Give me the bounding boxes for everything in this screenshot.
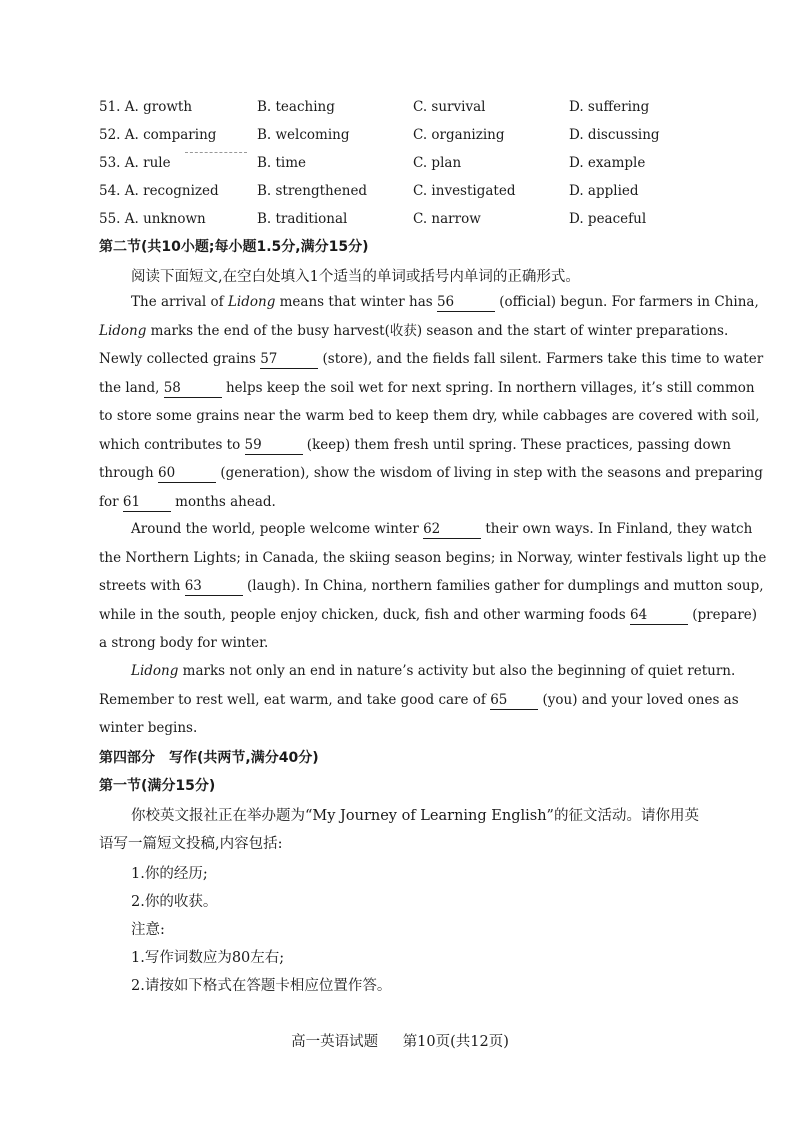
option-row-53 <box>99 149 719 177</box>
blank-57[interactable]: 57 <box>260 350 318 369</box>
options-table <box>99 93 719 233</box>
passage-line <box>99 288 759 317</box>
option-a-text: A. rule <box>124 155 171 171</box>
option-d: D. applied <box>569 183 639 199</box>
blank-64[interactable]: 64 <box>630 606 688 625</box>
text: The arrival of <box>131 294 228 310</box>
option-a <box>99 183 257 199</box>
blank-59[interactable]: 59 <box>245 436 303 455</box>
option-b: B. welcoming <box>257 127 350 143</box>
passage-paragraph-2 <box>99 515 767 658</box>
option-b: B. traditional <box>257 211 348 227</box>
text: Newly collected grains <box>99 351 261 367</box>
passage-line: winter begins. <box>99 720 198 736</box>
text: Remember to rest well, eat warm, and take good care of <box>99 691 491 708</box>
text: the land, <box>99 379 164 396</box>
italic-term: Lidong <box>99 322 147 339</box>
text: helps keep the soil wet for next spring. In northern villages, it’s still common <box>221 379 755 396</box>
passage-line <box>99 374 755 403</box>
option-d: D. suffering <box>569 99 650 115</box>
option-c: C. plan <box>413 155 462 171</box>
passage-line <box>99 601 758 630</box>
passage-line <box>99 459 763 488</box>
text: while in the south, people enjoy chicken, duck, fish and other warming foods <box>99 606 630 623</box>
page-footer <box>0 1030 800 1051</box>
blank-60[interactable]: 60 <box>158 464 216 483</box>
option-d: D. discussing <box>569 127 660 143</box>
option-b: B. time <box>257 155 307 171</box>
text: streets with <box>99 578 185 594</box>
italic-term: Lidong <box>227 294 276 310</box>
passage-line <box>99 686 739 715</box>
option-c: C. investigated <box>413 183 516 199</box>
option-a-text: A. unknown <box>124 211 206 227</box>
text: (laugh). In China, northern families gather for dumplings and mutton soup, <box>242 578 764 594</box>
italic-term: Lidong <box>131 663 179 679</box>
option-d: D. peaceful <box>569 211 647 227</box>
writing-prompt-line1: 你校英文报社正在举办题为“My Journey of Learning English”的征文活动。请你用英 <box>131 808 699 824</box>
blank-63[interactable]: 63 <box>185 577 243 596</box>
text: means that winter has <box>275 294 437 310</box>
option-row-51 <box>99 93 719 121</box>
passage-line <box>99 572 764 601</box>
passage-line <box>99 515 753 544</box>
blank-56[interactable]: 56 <box>437 293 495 312</box>
section2-instruction: 阅读下面短文,在空白处填入1个适当的单词或括号内单词的正确形式。 <box>131 269 580 285</box>
option-c: C. narrow <box>413 211 481 227</box>
passage-line <box>99 317 729 346</box>
question-number: 55. <box>99 211 121 227</box>
option-a-text: A. comparing <box>124 127 217 143</box>
text: months ahead. <box>170 493 276 510</box>
option-a-text: A. growth <box>124 99 193 115</box>
passage-line: a strong body for winter. <box>99 635 269 651</box>
passage-line: to store some grains near the warm bed to keep them dry, while cabbages are covered with soil, <box>99 408 760 424</box>
option-a <box>99 211 257 227</box>
option-row-54 <box>99 177 719 205</box>
blank-62[interactable]: 62 <box>423 520 481 539</box>
option-d: D. example <box>569 155 646 171</box>
option-c: C. organizing <box>413 127 505 143</box>
passage-line <box>99 488 704 517</box>
text: (prepare) <box>687 606 758 623</box>
scan-mark <box>185 152 247 153</box>
question-number: 51. <box>99 99 121 115</box>
option-row-52 <box>99 121 719 149</box>
blank-61[interactable]: 61 <box>123 493 171 512</box>
option-a <box>99 127 257 143</box>
option-a <box>99 99 257 115</box>
note-2: 2.请按如下格式在答题卡相应位置作答。 <box>131 978 392 994</box>
text: (you) and your loved ones as <box>538 691 739 708</box>
text: (generation), show the wisdom of living in step with the seasons and preparing <box>216 465 763 481</box>
part4-heading: 第四部分 写作(共两节,满分40分) <box>99 750 319 766</box>
blank-58[interactable]: 58 <box>164 379 222 398</box>
footer-subject: 高一英语试题 <box>291 1034 379 1050</box>
footer-page-number: 第10页(共12页) <box>402 1034 509 1050</box>
text: (store), and the fields fall silent. Farmers take this time to water <box>318 351 764 367</box>
note-label: 注意: <box>131 922 165 938</box>
writing-prompt-line2: 语写一篇短文投稿,内容包括: <box>99 836 283 852</box>
text: their own ways. In Finland, they watch <box>481 521 753 537</box>
passage-line <box>99 431 731 460</box>
text: marks the end of the busy harvest(收获) season and the start of winter preparations. <box>146 322 729 339</box>
question-number: 52. <box>99 127 121 143</box>
text: through <box>99 465 159 481</box>
option-b: B. teaching <box>257 99 335 115</box>
part4-section1-heading: 第一节(满分15分) <box>99 778 216 794</box>
section2-heading: 第二节(共10小题;每小题1.5分,满分15分) <box>99 239 369 255</box>
option-row-55 <box>99 205 719 233</box>
passage-paragraph-1 <box>99 288 764 516</box>
note-1: 1.写作词数应为80左右; <box>131 950 285 966</box>
question-number: 54. <box>99 183 121 199</box>
text: (official) begun. For farmers in China, <box>494 294 759 310</box>
text: (keep) them fresh until spring. These practices, passing down <box>302 436 731 453</box>
passage-line: the Northern Lights; in Canada, the skiing season begins; in Norway, winter festivals light up the <box>99 549 767 566</box>
blank-65[interactable]: 65 <box>490 691 538 710</box>
content-item-2: 2.你的收获。 <box>131 894 218 910</box>
question-number: 53. <box>99 155 121 171</box>
passage-paragraph-3 <box>99 657 739 743</box>
option-a-text: A. recognized <box>124 183 219 199</box>
text: for <box>99 493 123 510</box>
option-a <box>99 155 257 171</box>
passage-line <box>99 657 736 686</box>
text: marks not only an end in nature’s activity but also the beginning of quiet return. <box>178 663 736 679</box>
text: Around the world, people welcome winter <box>131 521 424 537</box>
option-b: B. strengthened <box>257 183 368 199</box>
text: which contributes to <box>99 436 245 453</box>
content-item-1: 1.你的经历; <box>131 866 208 882</box>
option-c: C. survival <box>413 99 486 115</box>
passage-line <box>99 345 764 374</box>
